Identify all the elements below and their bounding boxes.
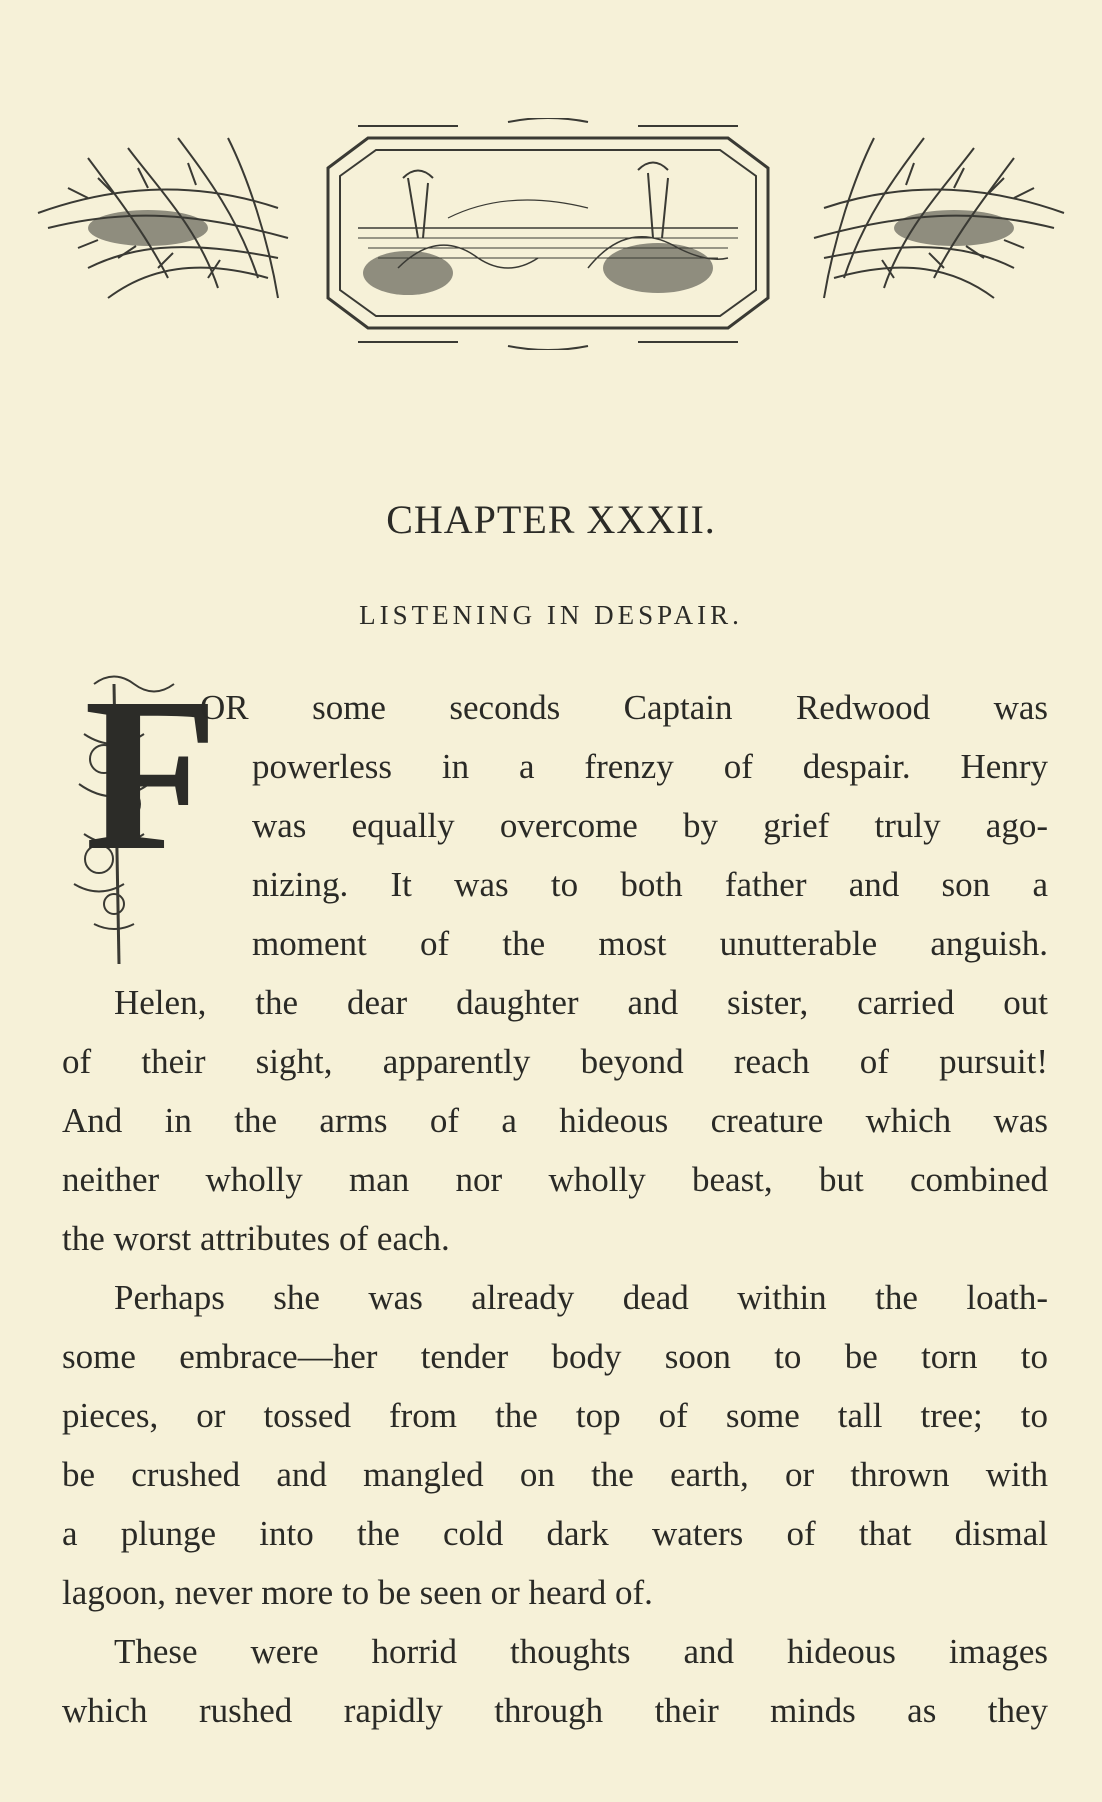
text-line: was equally overcome by grief truly ago-	[252, 806, 1048, 845]
chapter-title: CHAPTER XXXII.	[386, 497, 716, 542]
text-line: And in the arms of a hideous creature which was	[62, 1101, 1048, 1140]
text-line: powerless in a frenzy of despair. Henry	[252, 747, 1048, 786]
text-line: OR some seconds Captain Redwood was	[200, 688, 1048, 727]
chapter-subtitle: LISTENING IN DESPAIR.	[359, 600, 743, 630]
text-line: lagoon, never more to be seen or heard of.	[62, 1573, 653, 1612]
text-line: Perhaps she was already dead within the loath-	[114, 1278, 1048, 1317]
text-line: some embrace—her tender body soon to be torn to	[62, 1337, 1048, 1376]
text-line: a plunge into the cold dark waters of that dismal	[62, 1514, 1048, 1553]
text-line: be crushed and mangled on the earth, or thrown with	[62, 1455, 1048, 1494]
text-line: Helen, the dear daughter and sister, carried out	[114, 983, 1048, 1022]
text-line: pieces, or tossed from the top of some tall tree; to	[62, 1396, 1048, 1435]
text-line: of their sight, apparently beyond reach of pursuit!	[62, 1042, 1048, 1081]
text-line: the worst attributes of each.	[62, 1219, 450, 1258]
ornamental-headpiece	[28, 118, 1074, 350]
text-line: neither wholly man nor wholly beast, but combined	[62, 1160, 1048, 1199]
text-line: which rushed rapidly through their minds as they	[62, 1691, 1048, 1730]
dropcap-letter: F	[84, 652, 219, 896]
text-line: moment of the most unutterable anguish.	[252, 924, 1048, 963]
text-line: nizing. It was to both father and son a	[252, 865, 1048, 904]
text-line: These were horrid thoughts and hideous images	[114, 1632, 1048, 1671]
